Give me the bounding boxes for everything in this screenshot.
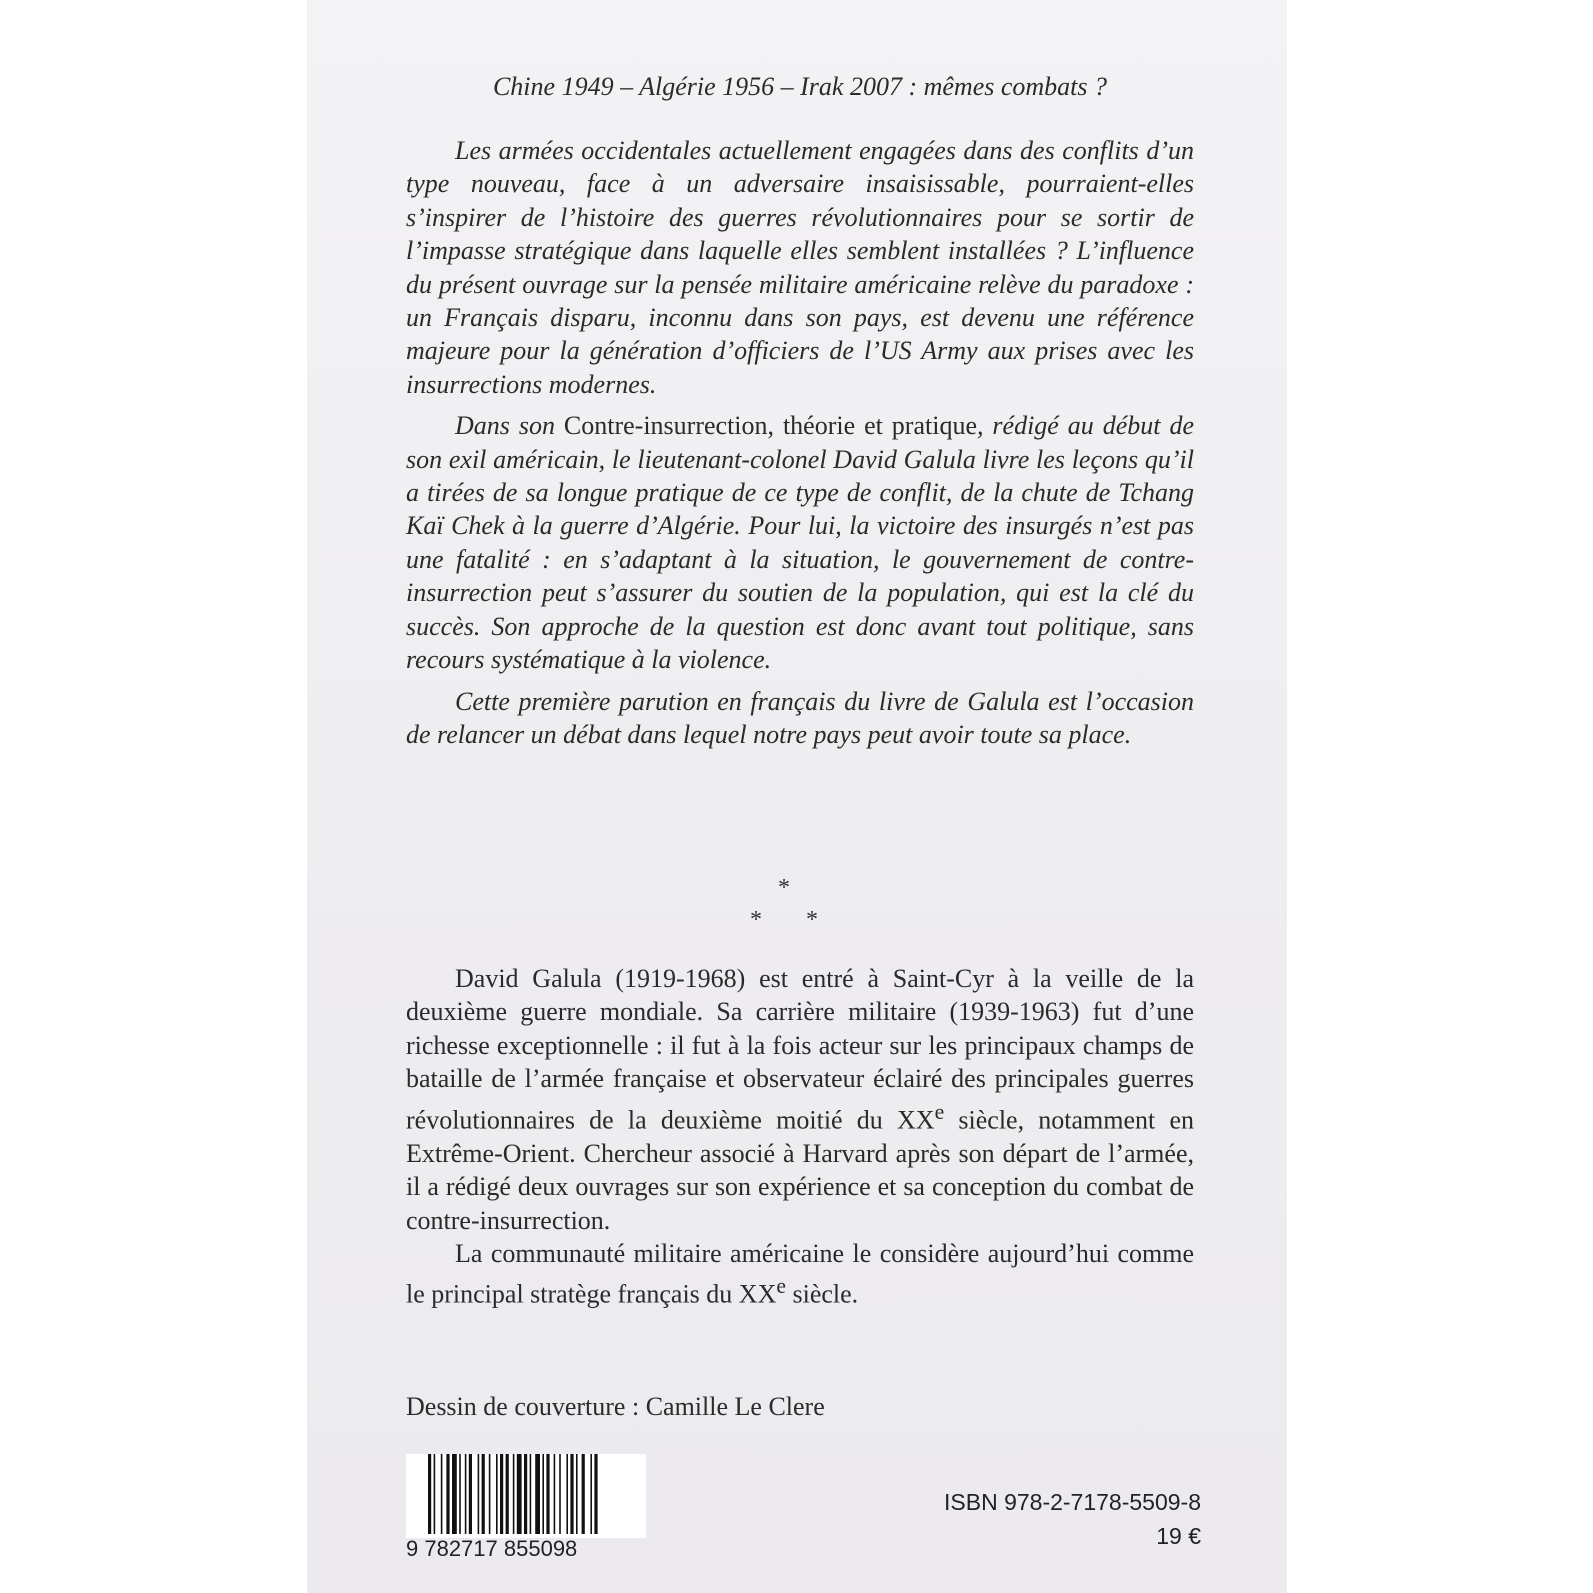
separator-star-top: * — [778, 875, 790, 901]
superscript-e: e — [934, 1099, 945, 1124]
book-title: Contre-insurrection, théorie et pratique — [563, 411, 977, 441]
price: 19 € — [1156, 1523, 1201, 1549]
bio-p1-a: David Galula (1919-1968) est entré à Saint-Cyr à la veille de la deuxième guerre mondiale. Sa carrière militaire (1939-1963) fut d’une richesse exceptionnelle : il fut à la fois acteur sur les principaux champs de bataille de l’armée française et observateur éclairé des principales guerres révolutionnaires de la deuxième moitié du XX — [406, 964, 1194, 1135]
blurb-p2-prefix: Dans son — [455, 411, 564, 441]
tagline: Chine 1949 – Algérie 1956 – Irak 2007 : mêmes combats ? — [492, 72, 1108, 101]
blurb — [406, 134, 1194, 751]
bio-p2-a: La communauté militaire américaine le considère aujourd’hui comme le principal stratège français du XX — [406, 1238, 1194, 1309]
bio-paragraph-2 — [406, 1237, 1194, 1311]
isbn-block — [944, 1485, 1201, 1553]
isbn: ISBN 978-2-7178-5509-8 — [944, 1489, 1201, 1515]
blurb-paragraph-3: Cette première parution en français du livre de Galula est l’occasion de relancer un débat dans lequel notre pays peut avoir toute sa place. — [406, 686, 1194, 749]
superscript-e: e — [776, 1274, 786, 1299]
bio-p1-b: siècle, notamment en Extrême-Orient. Chercheur associé à Harvard après son départ de l’armée, il a rédigé deux ouvrages sur son expérience et sa conception du combat de contre-insurrection. — [406, 1105, 1195, 1235]
cover-credit: Dessin de couverture : Camille Le Clere — [406, 1392, 825, 1421]
separator-star-left: * — [750, 907, 762, 933]
bio-paragraph-1 — [406, 962, 1194, 1237]
barcode-bars-icon — [406, 1454, 646, 1538]
separator-star-right: * — [806, 907, 818, 933]
author-bio — [406, 962, 1194, 1311]
blurb-paragraph-1: Les armées occidentales actuellement engagées dans des conflits d’un type nouveau, face à un adversaire insaisissable, pourraient-elles s’inspirer de l’histoire des guerres révolutionnaires pour se sortir de l’impasse stratégique dans laquelle elles semblent installées ? L’influence du présent ouvrage sur la pensée militaire américaine relève du paradoxe : un Français disparu, inconnu dans son pays, est devenu une référence majeure pour la génération d’officiers de l’US Army aux prises avec les insurrections modernes. — [406, 136, 1194, 399]
barcode-number: 9 782717 855098 — [406, 1536, 578, 1561]
blurb-paragraph-2 — [406, 409, 1194, 676]
blurb-p2-rest: , rédigé au début de son exil américain, le lieutenant-colonel David Galula livre les leçons qu’il a tirées de sa longue pratique de ce type de conflit, de la chute de Tchang Kaï Chek à la guerre d’Algérie. Pour lui, la victoire des insurgés n’est pas une fatalité : en s’adaptant à la situation, le gouvernement de contre-insurrection peut s’assurer du soutien de la population, qui est la clé du succès. Son approche de la question est donc avant tout politique, sans recours systématique à la violence. — [406, 411, 1194, 675]
bio-p2-b: siècle. — [785, 1279, 859, 1309]
barcode — [406, 1454, 646, 1566]
